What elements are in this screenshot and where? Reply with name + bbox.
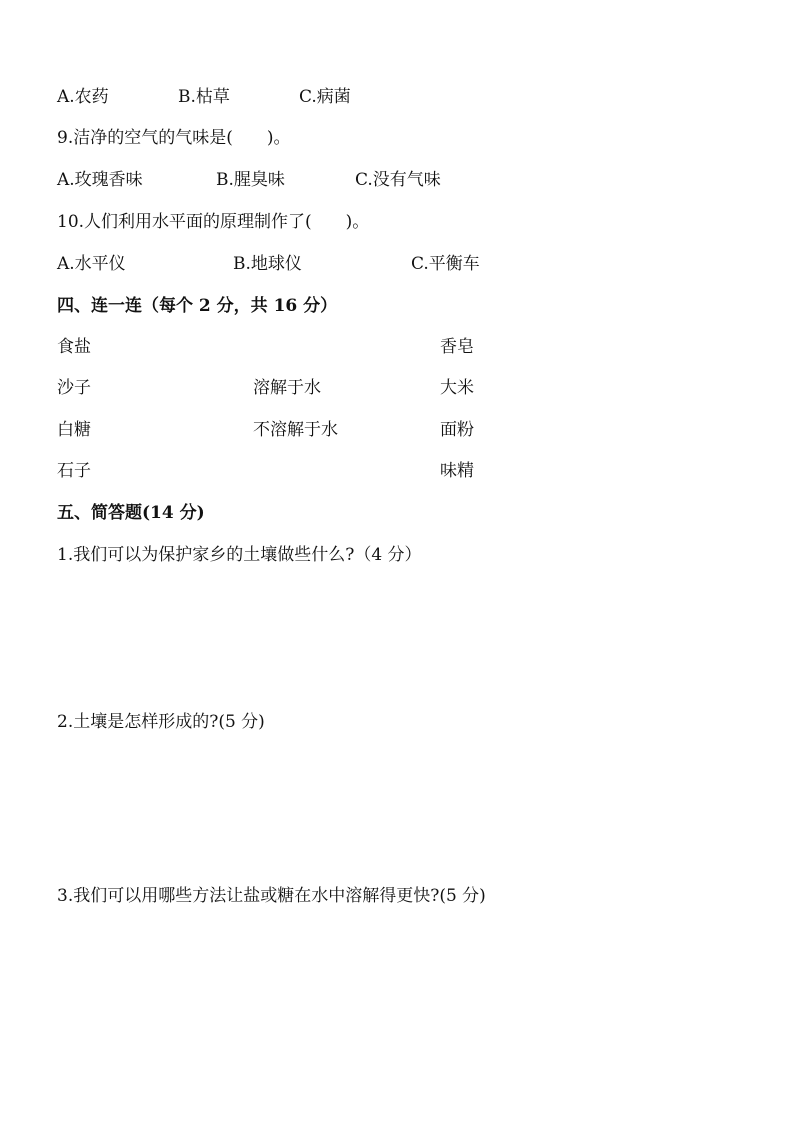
short-answer-question-3: 3.我们可以用哪些方法让盐或糖在水中溶解得更快?(5 分) (57, 886, 486, 906)
match-right-item: 面粉 (440, 420, 474, 440)
match-left-item: 沙子 (57, 378, 91, 398)
match-right-item: 大米 (440, 378, 474, 398)
q10-option-b: B.地球仪 (233, 254, 302, 274)
match-left-item: 石子 (57, 461, 91, 481)
match-left-item: 白糖 (57, 420, 91, 440)
short-answer-question-2: 2.土壤是怎样形成的?(5 分) (57, 712, 265, 732)
q9-option-c: C.没有气味 (355, 170, 441, 190)
q8-option-b: B.枯草 (178, 87, 230, 107)
section4-heading: 四、连一连（每个 2 分，共 16 分） (57, 296, 338, 316)
q8-option-a: A.农药 (57, 87, 109, 107)
match-right-item: 味精 (440, 461, 474, 481)
q10-option-c: C.平衡车 (411, 254, 480, 274)
q9-stem: 9.洁净的空气的气味是( )。 (57, 128, 291, 148)
match-right-item: 香皂 (440, 337, 474, 357)
match-middle-item: 溶解于水 (253, 378, 321, 398)
q10-option-a: A.水平仪 (57, 254, 126, 274)
section5-heading: 五、简答题(14 分) (57, 503, 205, 523)
match-left-item: 食盐 (57, 337, 91, 357)
q9-option-b: B.腥臭味 (216, 170, 285, 190)
q9-option-a: A.玫瑰香味 (57, 170, 143, 190)
match-middle-item: 不溶解于水 (253, 420, 338, 440)
short-answer-question-1: 1.我们可以为保护家乡的土壤做些什么?（4 分） (57, 545, 422, 565)
q8-option-c: C.病菌 (299, 87, 351, 107)
q10-stem: 10.人们利用水平面的原理制作了( )。 (57, 212, 370, 232)
